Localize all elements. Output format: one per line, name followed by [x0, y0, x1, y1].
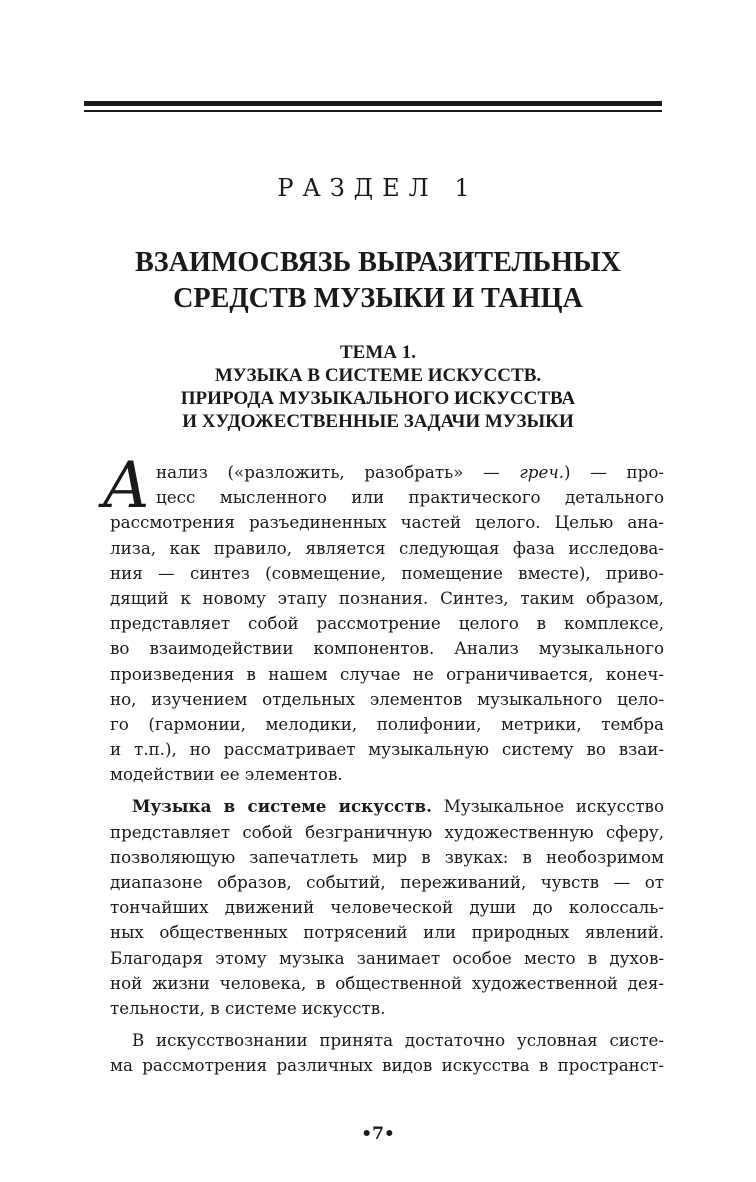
text-line [110, 460, 664, 485]
text-line: представляет собой безграничную художественную сферу, [110, 821, 664, 842]
topic-title-line: МУЗЫКА В СИСТЕМЕ ИСКУССТВ. [214, 365, 542, 386]
paragraph-1 [102, 449, 665, 787]
text-line: модействии ее элементов. [110, 764, 343, 785]
text-line: ма рассмотрения различных видов искусства в пространст- [110, 1055, 664, 1076]
text-line: во взаимодействии компонентов. Анализ музыкального [110, 638, 664, 659]
text-line: В искусствознании принята достаточно условная систе- [132, 1030, 664, 1051]
text-line: представляет собой рассмотрение целого в комплексе, [110, 613, 664, 634]
text-line: Благодаря этому музыка занимает особое место в духов- [110, 947, 664, 968]
text-line [110, 794, 664, 819]
text-line: дящий к новому этапу познания. Синтез, таким образом, [110, 587, 664, 608]
text-line: ных общественных потрясений или природных явлений. [110, 922, 664, 943]
text-segment: нализ («разложить, разобрать» — [156, 462, 520, 482]
body-text [102, 449, 665, 1079]
page-number: •7• [361, 1124, 395, 1144]
drop-cap: А [102, 449, 151, 523]
topic-title-line: ТЕМА 1. [340, 342, 416, 363]
text-line: рассмотрения разъединенных частей целого. Целью ана- [110, 512, 664, 533]
paragraph-3 [110, 1028, 664, 1078]
text-line: но, изучением отдельных элементов музыкального цело- [110, 688, 664, 709]
text-line: ния — синтез (совмещение, помещение вместе), приво- [110, 562, 664, 583]
text-segment: ) — про- [564, 462, 665, 482]
text-line: тельности, в системе искусств. [110, 997, 386, 1018]
topic-title-line: ПРИРОДА МУЗЫКАЛЬНОГО ИСКУССТВА [180, 388, 576, 409]
text-line: цесс мысленного или практического детального [156, 487, 664, 508]
text-segment-italic: греч. [519, 462, 565, 482]
text-line: произведения в нашем случае не ограничивается, конеч- [110, 663, 664, 684]
chapter-title [70, 244, 687, 316]
chapter-title-line-1: ВЗАИМОСВЯЗЬ ВЫРАЗИТЕЛЬНЫХ [135, 246, 621, 278]
text-line: лиза, как правило, является следующая фаза исследова- [110, 537, 664, 558]
text-line: го (гармонии, мелодики, полифонии, метрики, тембра [110, 713, 664, 734]
paragraph-2 [110, 794, 664, 1021]
topic-title-line: И ХУДОЖЕСТВЕННЫЕ ЗАДАЧИ МУЗЫКИ [182, 411, 574, 432]
section-label: РАЗДЕЛ 1 [277, 174, 479, 202]
chapter-title-line-2: СРЕДСТВ МУЗЫКИ И ТАНЦА [173, 282, 583, 314]
text-line: и т.п.), но рассматривает музыкальную систему во взаи- [110, 739, 664, 760]
text-line: позволяющую запечатлеть мир в звуках: в необозримом [110, 846, 664, 867]
run-in-heading: Музыка в системе искусств. [132, 796, 432, 817]
header-rule-thin [84, 110, 662, 112]
header-rule-thick [84, 101, 662, 106]
text-segment: Музыкальное искусство [431, 796, 664, 817]
text-line: тончайших движений человеческой души до колоссаль- [110, 897, 664, 918]
topic-title [80, 341, 676, 433]
text-line: ной жизни человека, в общественной художественной дея- [110, 972, 664, 993]
text-line: диапазоне образов, событий, переживаний, чувств — от [110, 872, 664, 892]
